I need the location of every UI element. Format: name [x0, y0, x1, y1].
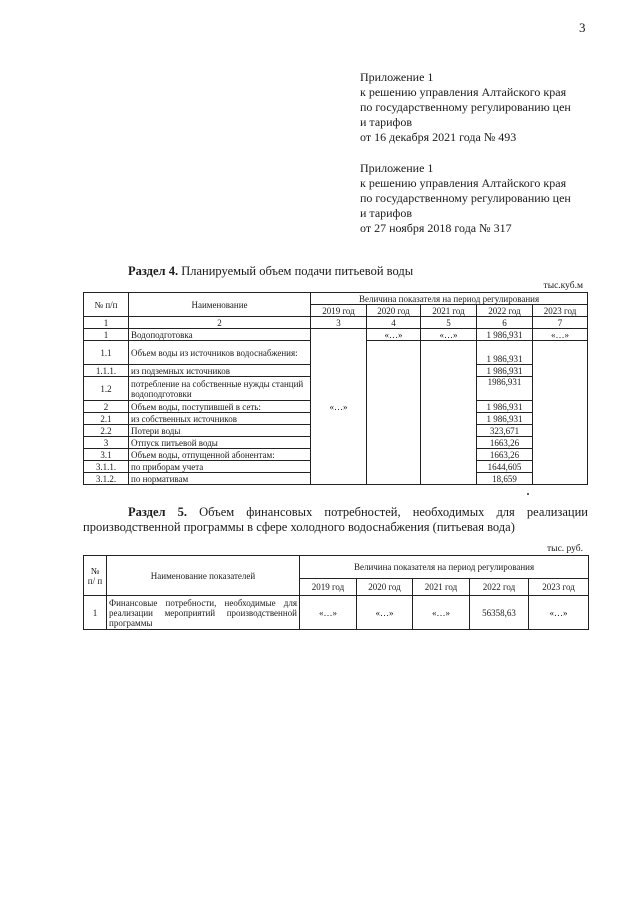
- row-2021: «…»: [413, 596, 470, 630]
- row-num: 1: [84, 329, 129, 341]
- row-2022: 1663,26: [477, 437, 533, 449]
- row-2023: «…»: [533, 329, 588, 341]
- row-2021: «…»: [421, 329, 477, 341]
- row-name: Объем воды, отпущенной абонентам:: [129, 449, 311, 461]
- row-2022: 18,659: [477, 473, 533, 485]
- financial-needs-table: [83, 555, 589, 630]
- row-name: по приборам учета: [129, 461, 311, 473]
- section5-unit: тыс. руб.: [547, 544, 583, 554]
- section5-heading: [83, 505, 588, 535]
- page-number: 3: [579, 20, 586, 35]
- row-num: 3.1.1.: [84, 461, 129, 473]
- index-row: [84, 317, 588, 329]
- header-year: 2019 год: [311, 305, 367, 317]
- empty-2023-cell: [533, 341, 588, 485]
- section4-title: Планируемый объем подачи питьевой воды: [181, 264, 414, 278]
- row-num: 1.1.1.: [84, 365, 129, 377]
- row-2022: 56358,63: [470, 596, 529, 630]
- row-name: Отпуск питьевой воды: [129, 437, 311, 449]
- row-num: 3.1.2.: [84, 473, 129, 485]
- header-name: Наименование: [129, 293, 311, 317]
- section4-label: Раздел 4.: [128, 264, 179, 278]
- appendix-block-current: [360, 70, 600, 145]
- header-year: 2023 год: [529, 579, 589, 596]
- header-name: Наименование показателей: [107, 556, 300, 596]
- appendix-line: от 16 декабря 2021 года № 493: [360, 130, 517, 144]
- appendix-line: и тарифов: [360, 206, 413, 220]
- index-cell: 6: [477, 317, 533, 329]
- appendix-block-original: [360, 161, 600, 236]
- appendix-line: к решению управления Алтайского края: [360, 85, 567, 99]
- scan-dot: [527, 493, 529, 495]
- header-year: 2020 год: [357, 579, 413, 596]
- row-name: Потери воды: [129, 425, 311, 437]
- row-num: 1.2: [84, 377, 129, 401]
- row-2020: «…»: [367, 329, 421, 341]
- section5-title-line1: Объем финансовых потребностей, необходимых для реализации: [199, 505, 588, 519]
- row-name: Объем воды из источников водоснабжения:: [129, 341, 311, 365]
- row-2022: 1 986,931: [477, 401, 533, 413]
- appendix-line: по государственному регулированию цен: [360, 191, 571, 205]
- header-year: 2021 год: [421, 305, 477, 317]
- index-cell: 3: [311, 317, 367, 329]
- index-cell: 5: [421, 317, 477, 329]
- row-2020: «…»: [357, 596, 413, 630]
- header-year: 2022 год: [470, 579, 529, 596]
- row-2019: «…»: [300, 596, 357, 630]
- section4-heading: [128, 264, 413, 279]
- empty-2021-cell: [421, 341, 477, 485]
- appendix-line: и тарифов: [360, 115, 413, 129]
- index-cell: 2: [129, 317, 311, 329]
- water-supply-volume-table: [83, 292, 588, 485]
- row-2022: 1644,605: [477, 461, 533, 473]
- index-cell: 7: [533, 317, 588, 329]
- appendix-line: Приложение 1: [360, 161, 434, 175]
- row-num: 2: [84, 401, 129, 413]
- header-year: 2021 год: [413, 579, 470, 596]
- appendix-line: по государственному регулированию цен: [360, 100, 571, 114]
- header-period: Величина показателя на период регулирования: [300, 556, 589, 579]
- row-name: из подземных источников: [129, 365, 311, 377]
- table-row: [84, 596, 589, 630]
- header-year: 2019 год: [300, 579, 357, 596]
- index-cell: 4: [367, 317, 421, 329]
- row-name: Финансовые потребности, необходимые для реализации мероприятий производственной программы: [107, 596, 300, 630]
- row-num: 2.1: [84, 413, 129, 425]
- row-name: из собственных источников: [129, 413, 311, 425]
- row-name: Водоподготовка: [129, 329, 311, 341]
- row-num: 2.2: [84, 425, 129, 437]
- row-2022: 1663,26: [477, 449, 533, 461]
- header-num: № п/п: [84, 293, 129, 317]
- row-2022: 1 986,931: [477, 365, 533, 377]
- row-2022: 1 986,931: [477, 341, 533, 365]
- appendix-line: к решению управления Алтайского края: [360, 176, 567, 190]
- row-2022: 323,671: [477, 425, 533, 437]
- table-row: [84, 329, 588, 341]
- section5-title-line2: производственной программы в сфере холодного водоснабжения (питьевая вода): [83, 520, 515, 534]
- header-year: 2023 год: [533, 305, 588, 317]
- row-num: 3.1: [84, 449, 129, 461]
- row-name: потребление на собственные нужды станций водоподготовки: [129, 377, 311, 401]
- row-name: по нормативам: [129, 473, 311, 485]
- merged-2019-cell: «…»: [311, 329, 367, 485]
- row-num: 3: [84, 437, 129, 449]
- row-2022: 1 986,931: [477, 329, 533, 341]
- row-2022: 1986,931: [477, 377, 533, 401]
- header-year: 2022 год: [477, 305, 533, 317]
- row-num: 1.1: [84, 341, 129, 365]
- header-year: 2020 год: [367, 305, 421, 317]
- index-cell: 1: [84, 317, 129, 329]
- empty-2020-cell: [367, 341, 421, 485]
- header-period: Величина показателя на период регулирования: [311, 293, 588, 305]
- row-name: Объем воды, поступившей в сеть:: [129, 401, 311, 413]
- row-2022: 1 986,931: [477, 413, 533, 425]
- section5-label: Раздел 5.: [128, 505, 188, 519]
- appendix-line: от 27 ноября 2018 года № 317: [360, 221, 512, 235]
- section4-unit: тыс.куб.м: [543, 281, 583, 291]
- row-num: 1: [84, 596, 107, 630]
- appendix-line: Приложение 1: [360, 70, 434, 84]
- header-num: № п/ п: [84, 556, 107, 596]
- row-2023: «…»: [529, 596, 589, 630]
